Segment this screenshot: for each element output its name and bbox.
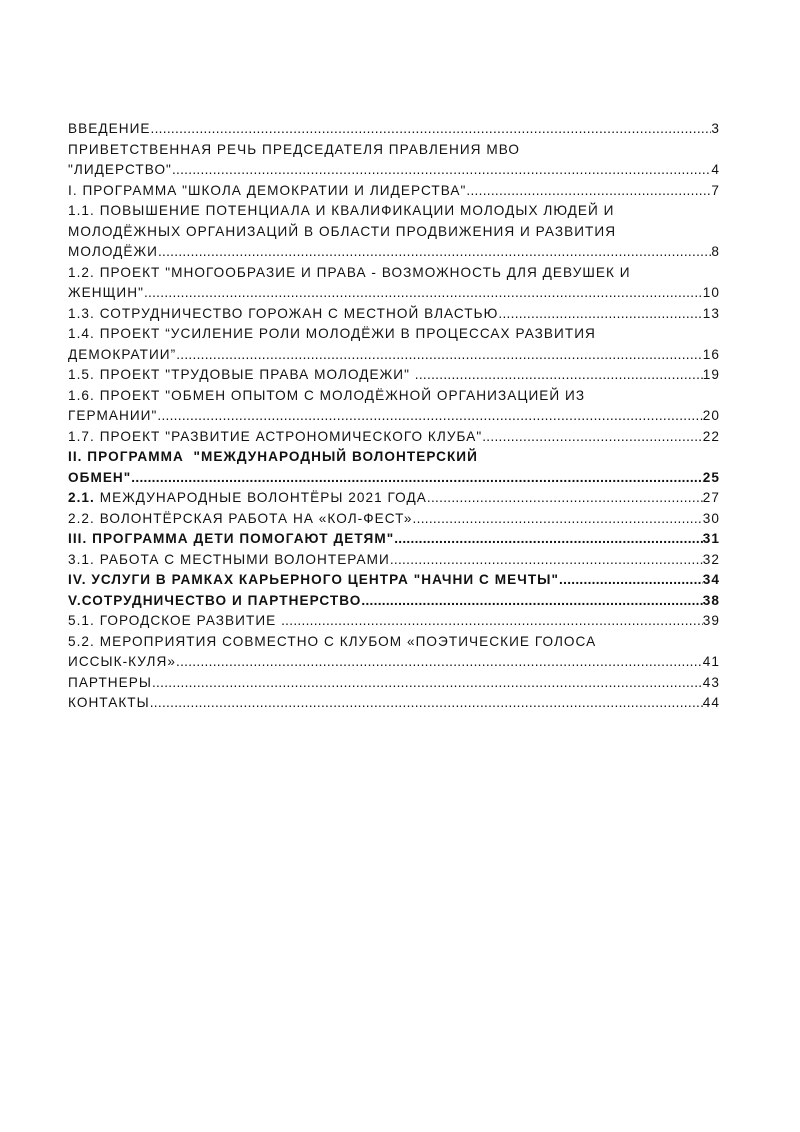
- toc-entry-1-5[interactable]: 1.5. ПРОЕКТ "ТРУДОВЫЕ ПРАВА МОЛОДЕЖИ" ..... 19: [68, 365, 720, 386]
- dot-leader: [413, 509, 703, 530]
- toc-entry-1-7[interactable]: 1.7. ПРОЕКТ "РАЗВИТИЕ АСТРОНОМИЧЕСКОГО КЛУБА" ..... 22: [68, 427, 720, 448]
- toc-entry-introduction[interactable]: ВВЕДЕНИЕ ..... 3: [68, 119, 720, 140]
- toc-entry-1-3[interactable]: 1.3. СОТРУДНИЧЕСТВО ГОРОЖАН С МЕСТНОЙ ВЛАСТЬЮ ..... 13: [68, 304, 720, 325]
- dot-leader: [482, 427, 703, 448]
- dot-leader: [151, 119, 712, 140]
- toc-entry-contacts[interactable]: КОНТАКТЫ ..... 44: [68, 693, 720, 714]
- toc-entry-5-2-line1[interactable]: 5.2. МЕРОПРИЯТИЯ СОВМЕСТНО С КЛУБОМ «ПОЭТИЧЕСКИЕ ГОЛОСА: [68, 633, 597, 649]
- toc-entry-1-2[interactable]: ЖЕНЩИН" ..... 10: [68, 283, 720, 304]
- toc-entry-1-2-line1[interactable]: 1.2. ПРОЕКТ "МНОГООБРАЗИЕ И ПРАВА - ВОЗМОЖНОСТЬ ДЛЯ ДЕВУШЕК И: [68, 264, 631, 280]
- dot-leader: [152, 673, 703, 694]
- toc-entry-2-1[interactable]: 2.1. МЕЖДУНАРОДНЫЕ ВОЛОНТЁРЫ 2021 ГОДА ..... 27: [68, 488, 720, 509]
- page-number: 34: [702, 572, 720, 587]
- dot-leader: [150, 693, 703, 714]
- section-number: 2.1.: [68, 490, 95, 505]
- toc-entry-program-2[interactable]: ОБМЕН" ..... 25: [68, 468, 720, 489]
- toc-entry-program-4[interactable]: IV. УСЛУГИ В РАМКАХ КАРЬЕРНОГО ЦЕНТРА "НАЧНИ С МЕЧТЫ" ..... 34: [68, 570, 720, 591]
- page-number: 39: [702, 613, 720, 628]
- toc-entry-2-2[interactable]: 2.2. ВОЛОНТЁРСКАЯ РАБОТА НА «КОЛ-ФЕСТ» ..... 30: [68, 509, 720, 530]
- toc-entry-3-1[interactable]: 3.1. РАБОТА С МЕСТНЫМИ ВОЛОНТЕРАМИ ..... 32: [68, 550, 720, 571]
- toc-entry-1-1[interactable]: МОЛОДЁЖИ ..... 8: [68, 242, 720, 263]
- page-number: 13: [702, 305, 720, 321]
- page-number: 3: [711, 121, 720, 136]
- toc-entry-1-6[interactable]: ГЕРМАНИИ" ..... 20: [68, 406, 720, 427]
- dot-leader: [394, 529, 703, 550]
- toc-entry-program-1[interactable]: I. ПРОГРАММА "ШКОЛА ДЕМОКРАТИИ И ЛИДЕРСТВА" ..... 7: [68, 181, 720, 202]
- dot-leader: [559, 570, 703, 591]
- dot-leader: [172, 160, 711, 181]
- toc-entry-1-4[interactable]: ДЕМОКРАТИИ” ..... 16: [68, 345, 720, 366]
- page-number: 25: [702, 469, 720, 485]
- dot-leader: [361, 591, 702, 612]
- toc-entry-program-3[interactable]: III. ПРОГРАММА ДЕТИ ПОМОГАЮТ ДЕТЯМ" ..... 31: [68, 529, 720, 550]
- dot-leader: [427, 488, 703, 509]
- toc-entry-welcome-speech-line1[interactable]: ПРИВЕТСТВЕННАЯ РЕЧЬ ПРЕДСЕДАТЕЛЯ ПРАВЛЕНИЯ МВО: [68, 141, 521, 157]
- page-number: 8: [711, 244, 720, 259]
- page-number: 32: [702, 551, 720, 567]
- toc-entry-5-1[interactable]: 5.1. ГОРОДСКОЕ РАЗВИТИЕ ..... 39: [68, 611, 720, 632]
- toc-entry-program-5[interactable]: V.СОТРУДНИЧЕСТВО И ПАРТНЕРСТВО ..... 38: [68, 591, 720, 612]
- page-number: 20: [702, 408, 720, 423]
- toc-entry-welcome-speech[interactable]: "ЛИДЕРСТВО" ..... 4: [68, 160, 720, 181]
- dot-leader: [176, 345, 703, 366]
- toc-entry-1-1-line1[interactable]: 1.1. ПОВЫШЕНИЕ ПОТЕНЦИАЛА И КВАЛИФИКАЦИИ МОЛОДЫХ ЛЮДЕЙ И: [68, 203, 615, 218]
- page-number: 31: [702, 531, 720, 546]
- dot-leader: [158, 242, 711, 263]
- dot-leader: [281, 611, 703, 632]
- toc-entry-program-2-line1[interactable]: II. ПРОГРАММА "МЕЖДУНАРОДНЫЙ ВОЛОНТЕРСКИЙ: [68, 449, 478, 464]
- page-number: 41: [702, 654, 720, 669]
- page-number: 30: [702, 510, 720, 526]
- page-number: 10: [702, 285, 720, 300]
- page-number: 16: [702, 346, 720, 362]
- dot-leader: [157, 406, 702, 427]
- dot-leader: [390, 550, 703, 571]
- toc-entry-1-6-line1[interactable]: 1.6. ПРОЕКТ "ОБМЕН ОПЫТОМ С МОЛОДЁЖНОЙ ОРГАНИЗАЦИЕЙ ИЗ: [68, 387, 586, 403]
- page-number: 38: [702, 592, 720, 608]
- page-number: 22: [702, 428, 720, 444]
- dot-leader: [176, 652, 703, 673]
- page-number: 19: [702, 367, 720, 382]
- page-number: 27: [702, 490, 720, 505]
- page-number: 43: [702, 674, 720, 690]
- dot-leader: [498, 304, 702, 325]
- page-number: 7: [711, 182, 720, 198]
- table-of-contents: [68, 119, 720, 714]
- page-number: 4: [711, 162, 720, 177]
- dot-leader: [466, 181, 711, 202]
- dot-leader: [415, 365, 703, 386]
- toc-entry-5-2[interactable]: ИССЫК-КУЛЯ» ..... 41: [68, 652, 720, 673]
- toc-entry-1-1-line2[interactable]: МОЛОДЁЖНЫХ ОРГАНИЗАЦИЙ В ОБЛАСТИ ПРОДВИЖЕНИЯ И РАЗВИТИЯ: [68, 223, 617, 239]
- dot-leader: [131, 468, 702, 489]
- page-number: 44: [702, 695, 720, 710]
- toc-entry-partners[interactable]: ПАРТНЕРЫ ..... 43: [68, 673, 720, 694]
- toc-entry-1-4-line1[interactable]: 1.4. ПРОЕКТ “УСИЛЕНИЕ РОЛИ МОЛОДЁЖИ В ПРОЦЕССАХ РАЗВИТИЯ: [68, 326, 596, 341]
- dot-leader: [144, 283, 703, 304]
